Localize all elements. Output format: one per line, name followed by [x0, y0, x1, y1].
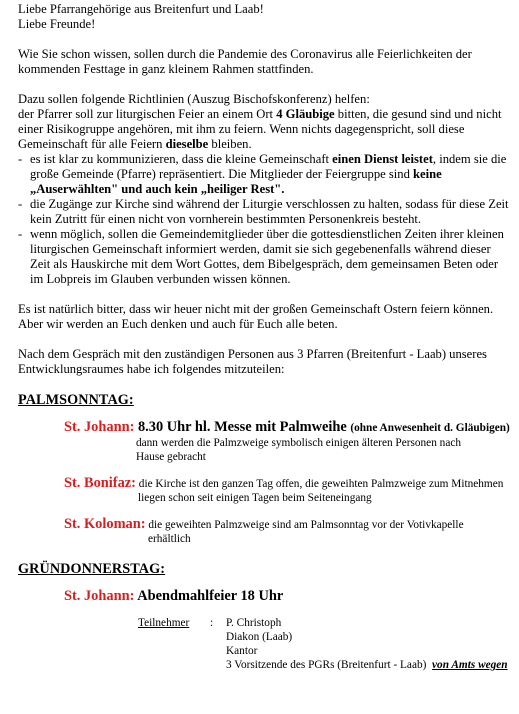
participant-3: Kantor — [226, 645, 258, 657]
closing-paragraph: Es ist natürlich bitter, dass wir heuer nicht mit der großen Gemeinschaft Ostern feiern können. Aber wir werden an Euch denken und auch für Euch alle beten. — [18, 302, 494, 331]
church-st-johann: St. Johann: — [64, 419, 135, 435]
palm-bonifaz-entry: St. Bonifaz: die Kirche ist den ganzen Tag offen, die geweihten Palmzweige zum Mitnehmen liegen schon seit einigen Tagen beim Seiteneingang — [18, 476, 514, 505]
gruendonnerstag-heading: GRÜNDONNERSTAG: — [18, 561, 166, 577]
greeting-line-1: Liebe Pfarrangehörige aus Breitenfurt und Laab! — [18, 2, 264, 16]
palmsonntag-heading: PALMSONNTAG: — [18, 392, 134, 408]
church-st-koloman: St. Koloman: — [64, 516, 146, 532]
rule-bullet-3: - wenn möglich, sollen die Gemeindemitglieder über die gottesdienstlichen Zeiten ihrer kleinen liturgischen Gemeinschaft informiert werden, damit sie sich gegebenenfalls während dieser Zeit als Hauskirche mit dem Wort Gottes, dem Bibelgespräch, dem gemeinsamen Beten oder im Lobpreis im Glauben verbunden wissen können. — [18, 227, 514, 287]
rule-bullet-1: - es ist klar zu kommunizieren, dass die kleine Gemeinschaft einen Dienst leistet, indem sie die große Gemeinde (Pfarre) repräsentiert. Die Mitglieder der Feiergruppe sind keine „Auserwählten" und auch kein „heiliger Rest". — [18, 152, 514, 197]
ex-officio-note: von Amts wegen — [432, 659, 508, 671]
talk-paragraph: Nach dem Gespräch mit den zuständigen Personen aus 3 Pfarren (Breitenfurt - Laab) unseres Entwicklungsraumes habe ich folgendes mitzuteilen: — [18, 347, 487, 376]
letter-page — [18, 0, 514, 672]
palm-bonifaz-note: liegen schon seit einigen Tagen beim Seiteneingang — [138, 492, 372, 504]
church-st-bonifaz: St. Bonifaz: — [64, 475, 136, 491]
rule-bullet-2: - die Zugänge zur Kirche sind während der Liturgie verschlossen zu halten, sodass für diese Zeit kein Zutritt für einen nicht von vornherein bestimmten Personenkreis besteht. — [18, 197, 514, 227]
church-st-johann-thursday: St. Johann: — [64, 588, 135, 604]
participant-4: 3 Vorsitzende des PGRs (Breitenfurt - Laab) — [226, 659, 427, 671]
intro-paragraph: Wie Sie schon wissen, sollen durch die Pandemie des Coronavirus alle Feierlichkeiten der kommenden Festtage in ganz kleinem Rahmen stattfinden. — [18, 47, 472, 76]
participant-1: P. Christoph — [226, 617, 282, 629]
palm-koloman-entry: St. Koloman: die geweihten Palmzweige sind am Palmsonntag vor der Votivkapelle erhältlich — [18, 517, 514, 546]
thursday-johann-entry: St. Johann: Abendmahlfeier 18 Uhr — [64, 588, 284, 604]
rules-main: der Pfarrer soll zur liturgischen Feier an einem Ort 4 Gläubige bitten, die gesund sind und nicht einer Risikogruppe angehören, mit ihm zu feiern. Wenn nichts dagegenspricht, soll diese Gemeinschaft für alle Feiern dieselbe bleiben. — [18, 107, 502, 151]
rules-intro: Dazu sollen folgende Richtlinien (Auszug Bischofskonferenz) helfen: — [18, 92, 370, 106]
palm-johann-note: dann werden die Palmzweige symbolisch einigen älteren Personen nach Hause gebracht — [136, 437, 461, 463]
greeting-line-2: Liebe Freunde! — [18, 17, 96, 31]
participants-label: Teilnehmer — [138, 617, 190, 629]
palm-koloman-note: erhältlich — [148, 533, 191, 545]
palm-johann-entry: St. Johann: 8.30 Uhr hl. Messe mit Palmweihe (ohne Anwesenheit d. Gläubigen) dann werden die Palmzweige symbolisch einigen älteren Personen nach Hause gebracht — [18, 420, 514, 464]
participant-2: Diakon (Laab) — [226, 631, 293, 643]
participants-block: Teilnehmer : P. Christoph Diakon (Laab) Kantor 3 Vorsitzende des PGRs (Breitenfurt - Laab) von Amts wegen — [138, 617, 508, 671]
